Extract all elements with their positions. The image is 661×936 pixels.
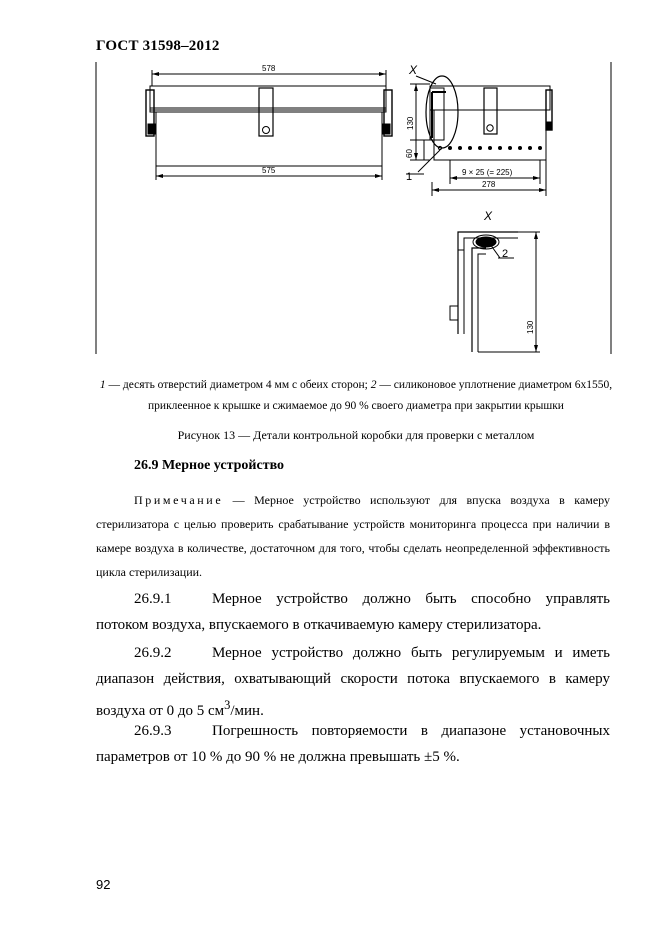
- legend-item-1-text: — десять отверстий диаметром 4 мм с обеих сторон;: [105, 379, 371, 391]
- figure-legend: [96, 375, 616, 417]
- dim-575: 575: [262, 166, 276, 175]
- section-heading: 26.9 Мерное устройство: [134, 458, 285, 473]
- clause-text: Погрешность повторяемости в диапазоне установочных параметров от 10 % до 90 % не должна превышать ±5 %.: [96, 723, 610, 765]
- clause-text: Мерное устройство должно быть регулируемым и иметь диапазон действия, охватывающий скорости потока впускаемого в камеру воздуха от 0 до 5 см: [96, 645, 610, 719]
- clause-text: Мерное устройство должно быть способно управлять потоком воздуха, впускаемого в откачиваемую камеру стерилизатора.: [96, 591, 610, 633]
- detail-x-label-bottom: X: [484, 209, 493, 223]
- dim-278: 278: [482, 180, 496, 189]
- clause-number: 26.9.2: [134, 645, 172, 661]
- note-text: — Мерное устройство используют для впуска воздуха в камеру стерилизатора с целью проверить срабатывание устройств мониторинга процесса при наличии в камере воздуха в количестве, достаточном для того, чтобы сделать неопределенной эффективность цикла стерилизации.: [96, 493, 610, 579]
- dim-holes: 9 × 25 (= 225): [462, 168, 513, 177]
- clause-number: 26.9.3: [134, 723, 172, 739]
- front-view: [146, 64, 392, 180]
- detail-dim-130: 130: [526, 320, 535, 334]
- dim-130: 130: [406, 116, 415, 130]
- page-number: 92: [96, 877, 111, 892]
- callout-1: 1: [406, 171, 413, 183]
- legend-item-2-text: — силиконовое уплотнение диаметром 6х1550, приклеенное к крышке и сжимаемое до 90 % своего диаметра при закрытии крышки: [148, 379, 613, 412]
- callout-2: 2: [502, 248, 509, 260]
- detail-x-label-top: X: [409, 63, 418, 77]
- hole-row: [448, 146, 542, 150]
- legend-item-2-number: 2: [370, 379, 377, 391]
- clause-number: 26.9.1: [134, 591, 172, 607]
- clause-26-9-3: [96, 718, 610, 770]
- note-label: Примечание: [134, 493, 224, 507]
- dim-578: 578: [262, 64, 276, 73]
- side-view: [405, 63, 552, 196]
- legend-item-1-number: 1: [99, 379, 106, 391]
- clause-superscript: 3: [224, 698, 231, 712]
- detail-x-view: [450, 209, 540, 352]
- clause-26-9-1: [96, 586, 610, 638]
- note-paragraph: [96, 488, 610, 584]
- figure-caption: Рисунок 13 — Детали контрольной коробки для проверки с металлом: [177, 428, 535, 442]
- dim-60: 60: [405, 149, 414, 158]
- clause-text-end: /мин.: [230, 703, 264, 719]
- document-header: ГОСТ 31598–2012: [96, 38, 220, 54]
- technical-drawing: [94, 62, 614, 362]
- clause-26-9-2: [96, 640, 610, 724]
